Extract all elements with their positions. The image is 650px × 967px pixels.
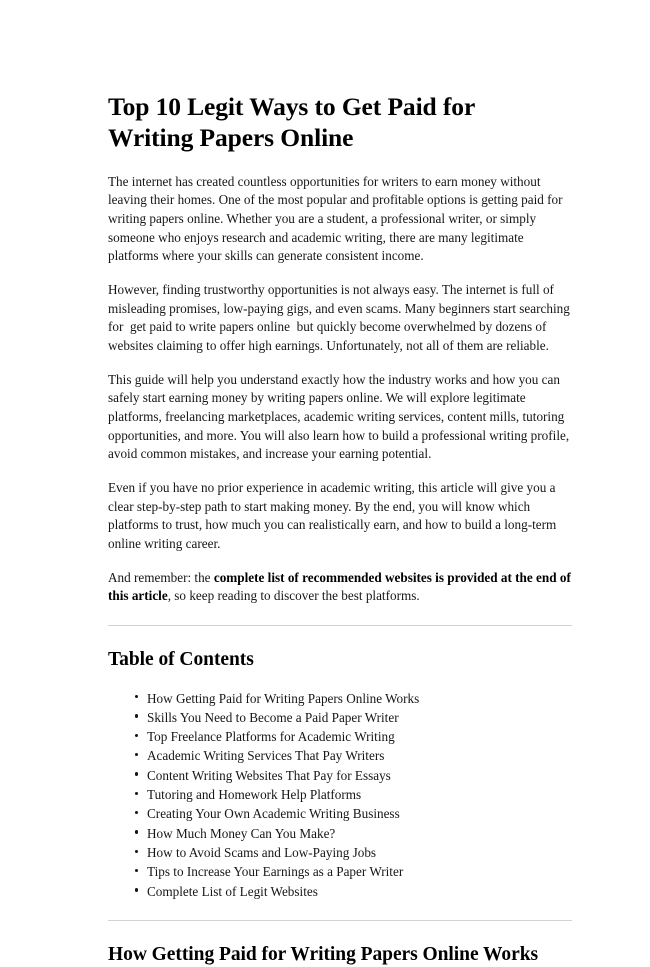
toc-item-label: Complete List of Legit Websites: [147, 883, 318, 899]
list-item[interactable]: [135, 804, 572, 823]
toc-item-label: Skills You Need to Become a Paid Paper Writer: [147, 709, 399, 725]
list-item[interactable]: [135, 708, 572, 727]
toc-item-label: How to Avoid Scams and Low-Paying Jobs: [147, 845, 377, 861]
table-of-contents: [108, 648, 572, 901]
section-divider-top: [108, 625, 572, 626]
toc-list: [108, 689, 572, 902]
bullet-icon: [135, 695, 138, 698]
list-item[interactable]: [135, 727, 572, 746]
toc-item-label: Academic Writing Services That Pay Writers: [147, 748, 385, 764]
list-item[interactable]: [135, 689, 572, 708]
intro-paragraph-3: This guide will help you understand exactly how the industry works and how you can safely start earning money by writing papers online. We will explore legitimate platforms, freelancing marketplaces, academic writing services, content mills, tutoring opportunities, and more. You will also learn how to build a professional writing profile, avoid common mistakes, and increase your earning potential.: [108, 371, 573, 462]
bullet-icon: [135, 792, 138, 795]
callout-bold-text: complete list of recommended websites is provided at the end of this article: [108, 569, 575, 604]
list-item[interactable]: [135, 766, 572, 785]
list-item[interactable]: [135, 843, 572, 862]
list-item[interactable]: [135, 824, 572, 843]
bullet-icon: [135, 811, 138, 814]
toc-item-label: Content Writing Websites That Pay for Essays: [147, 767, 391, 783]
toc-item-label: How Much Money Can You Make?: [147, 825, 336, 841]
section-divider-bottom: [108, 920, 572, 921]
toc-heading: Table of Contents: [108, 649, 254, 671]
bullet-icon: [135, 830, 138, 833]
toc-item-label: Top Freelance Platforms for Academic Writing: [147, 729, 395, 745]
bullet-icon: [135, 850, 138, 853]
bullet-icon: [135, 714, 138, 717]
bullet-icon: [135, 888, 138, 891]
bullet-icon: [135, 734, 138, 737]
list-item[interactable]: [135, 746, 572, 765]
toc-item-label: Tips to Increase Your Earnings as a Paper Writer: [147, 864, 404, 880]
list-item[interactable]: [135, 862, 572, 881]
list-item[interactable]: [135, 785, 572, 804]
callout-tail-text: , so keep reading to discover the best platforms.: [167, 588, 420, 604]
intro-paragraph-4: Even if you have no prior experience in academic writing, this article will give you a clear step-by-step path to start making money. By the end, you will know which platforms to trust, how much you can realistically earn, and how to build a long-term online writing career.: [108, 480, 560, 552]
callout-lead-text: And remember: the: [108, 569, 214, 585]
bullet-icon: [135, 753, 138, 756]
toc-item-label: Tutoring and Homework Help Platforms: [147, 787, 362, 803]
toc-item-label: Creating Your Own Academic Writing Business: [147, 806, 400, 822]
bullet-icon: [135, 869, 138, 872]
intro-paragraph-2: However, finding trustworthy opportunities is not always easy. The internet is full of misleading promises, low-paying gigs, and even scams. Many beginners start searching for get paid to write papers online but quickly become overwhelmed by dozens of websites claiming to offer high earnings. Unfortunately, not all of them are reliable.: [108, 282, 574, 354]
page-title: Top 10 Legit Ways to Get Paid for Writing Papers Online: [108, 92, 475, 152]
intro-paragraph-1: The internet has created countless opportunities for writers to earn money without leaving their homes. One of the most popular and profitable options is getting paid for writing papers online. Whether you are a student, a professional writer, or simply someone who enjoys research and academic writing, there are many legitimate platforms where your skills can generate consistent income.: [108, 173, 566, 264]
toc-item-label: How Getting Paid for Writing Papers Online Works: [147, 690, 420, 706]
section-heading-how-it-works: How Getting Paid for Writing Papers Online Works: [108, 944, 539, 966]
list-item[interactable]: [135, 882, 572, 901]
callout-paragraph: [108, 569, 575, 606]
bullet-icon: [135, 772, 138, 775]
